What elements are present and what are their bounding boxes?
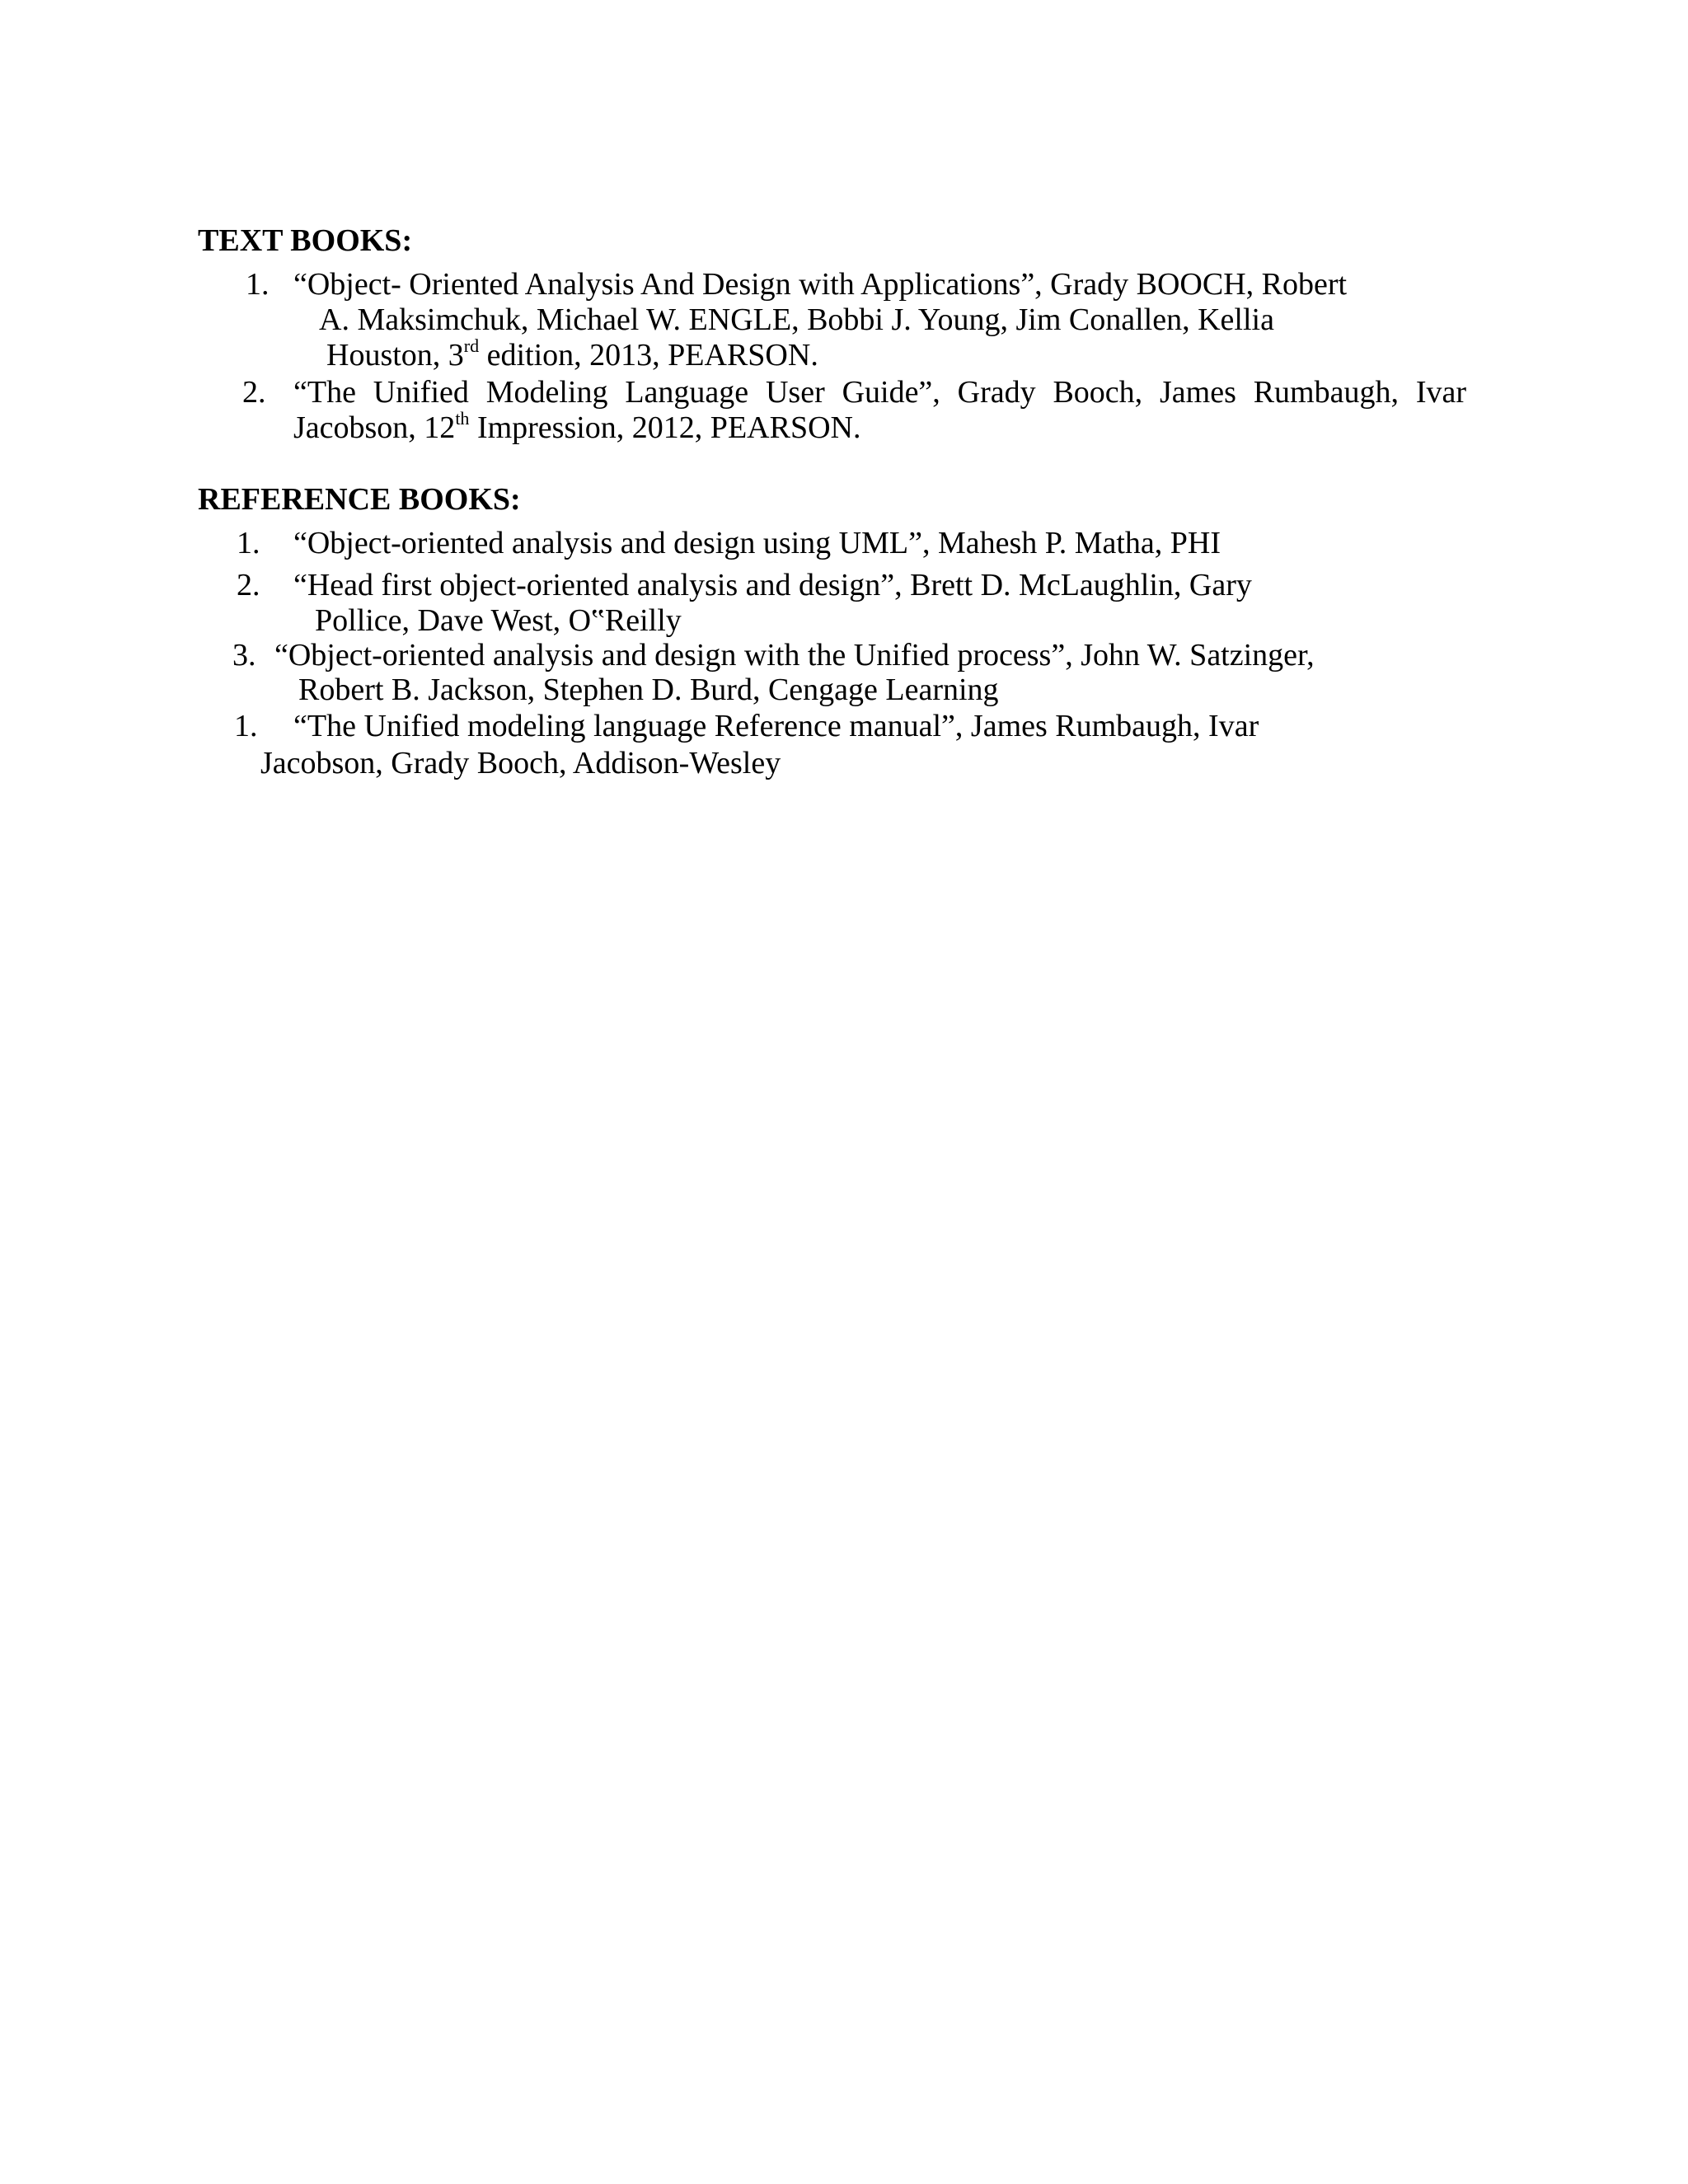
text-books-heading: TEXT BOOKS: [198,223,413,258]
text-book-1-line-3-pre: Houston, 3 [326,338,464,373]
reference-book-4-line-1: “The Unified modeling language Reference manual”, James Rumbaugh, Ivar [293,709,1259,743]
reference-book-1-number: 1. [237,526,260,560]
text-book-2-line-2 [293,410,860,446]
text-book-1-line-2: A. Maksimchuk, Michael W. ENGLE, Bobbi J. Young, Jim Conallen, Kellia [319,302,1274,337]
reference-book-2-line-1: “Head first object-oriented analysis and design”, Brett D. McLaughlin, Gary [293,568,1252,602]
reference-book-3-line-1: “Object-oriented analysis and design with the Unified process”, John W. Satzinger, [274,638,1315,673]
reference-book-2-line-2: Pollice, Dave West, O‟Reilly [315,603,682,638]
reference-book-2-number: 2. [237,568,260,602]
text-book-2-number: 2. [242,375,266,410]
text-book-1-number: 1. [246,267,270,302]
text-book-1-line-3-post: edition, 2013, PEARSON. [479,338,818,373]
text-book-2-line-2-post: Impression, 2012, PEARSON. [469,410,861,445]
text-book-1-line-1: “Object- Oriented Analysis And Design with Applications”, Grady BOOCH, Robert [293,267,1348,302]
reference-book-4-line-2: Jacobson, Grady Booch, Addison-Wesley [260,746,781,780]
text-book-1-ordinal: rd [463,335,480,356]
text-book-2-line-1: “The Unified Modeling Language User Guide”, Grady Booch, James Rumbaugh, Ivar [293,375,1466,410]
text-book-2-ordinal: th [455,408,470,429]
text-book-1-line-3 [326,337,818,373]
reference-book-3-number: 3. [232,638,256,673]
reference-book-1-line-1: “Object-oriented analysis and design using UML”, Mahesh P. Matha, PHI [293,526,1221,560]
reference-books-heading: REFERENCE BOOKS: [198,482,521,517]
text-book-2-line-2-pre: Jacobson, 12 [293,410,456,445]
reference-book-4-number: 1. [234,709,258,743]
reference-book-3-line-2: Robert B. Jackson, Stephen D. Burd, Cengage Learning [298,673,999,707]
